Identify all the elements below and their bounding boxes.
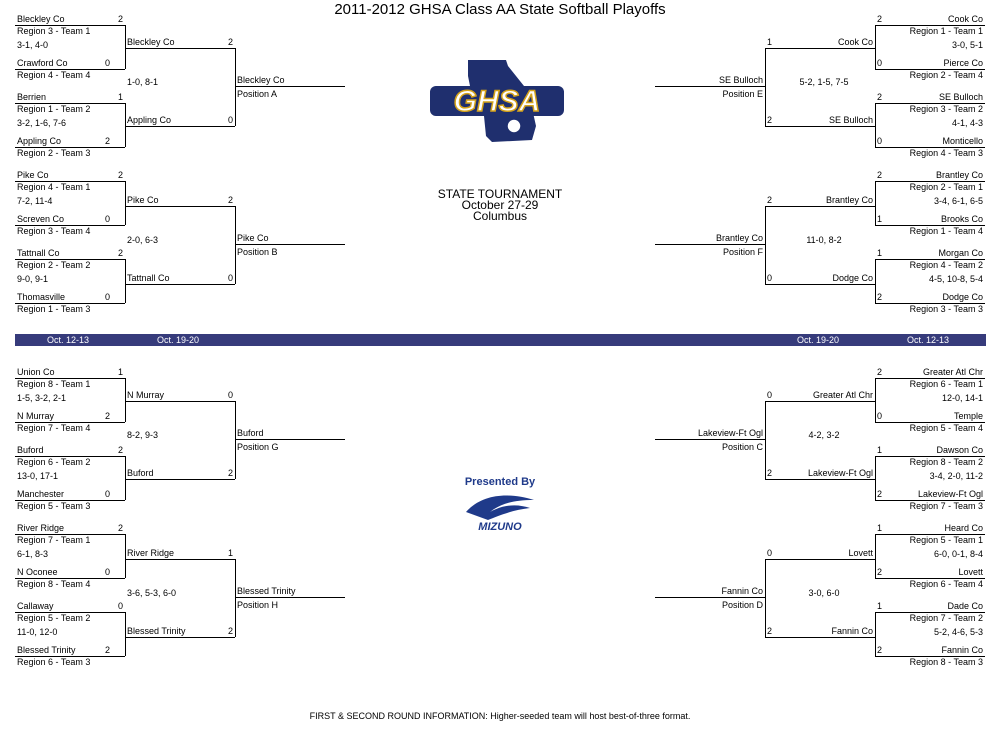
team-seed: Region 5 - Team 3 bbox=[17, 501, 91, 511]
bracket-line bbox=[125, 378, 126, 422]
band-date-right-1: Oct. 19-20 bbox=[797, 335, 840, 345]
match-result: 1-0, 8-1 bbox=[127, 77, 159, 87]
bracket-line bbox=[875, 378, 876, 422]
bracket-line bbox=[235, 401, 236, 479]
team-seed: Region 8 - Team 1 bbox=[17, 379, 91, 389]
match-result: 9-0, 9-1 bbox=[17, 274, 49, 284]
team-name: Thomasville bbox=[17, 292, 66, 302]
team-seed: Region 3 - Team 4 bbox=[17, 226, 91, 236]
team-seed: Region 2 - Team 4 bbox=[909, 70, 983, 80]
team-name: Bleckley Co bbox=[127, 37, 175, 47]
match-result: 5-2, 4-6, 5-3 bbox=[933, 627, 983, 637]
bracket-line bbox=[125, 559, 235, 560]
bracket-line bbox=[235, 439, 345, 440]
team-score: 0 bbox=[767, 273, 773, 283]
team-seed: Region 2 - Team 3 bbox=[17, 148, 91, 158]
team-score: 1 bbox=[767, 37, 773, 47]
team-name: Manchester bbox=[17, 489, 65, 499]
bracket-line bbox=[765, 559, 875, 560]
team-name: Union Co bbox=[17, 367, 55, 377]
bracket-line bbox=[765, 401, 875, 402]
team-score: 1 bbox=[117, 367, 123, 377]
bracket-line bbox=[125, 534, 126, 578]
team-name: River Ridge bbox=[17, 523, 65, 533]
match-result: 4-5, 10-8, 5-4 bbox=[928, 274, 983, 284]
match-result: 3-4, 6-1, 6-5 bbox=[933, 196, 983, 206]
team-name: N Murray bbox=[127, 390, 165, 400]
team-name: Pike Co bbox=[17, 170, 49, 180]
team-score: 2 bbox=[877, 645, 883, 655]
team-seed: Region 8 - Team 4 bbox=[17, 579, 91, 589]
team-name: Brooks Co bbox=[940, 214, 983, 224]
mizuno-logo bbox=[460, 490, 540, 534]
match-result: 11-0, 12-0 bbox=[17, 627, 58, 637]
logo-lettering: GHSA bbox=[453, 85, 541, 118]
team-score: 0 bbox=[117, 601, 123, 611]
team-name: Appling Co bbox=[17, 136, 62, 146]
advancing-team: Pike Co bbox=[237, 233, 269, 243]
team-seed: Region 5 - Team 1 bbox=[909, 535, 983, 545]
team-score: 1 bbox=[877, 214, 883, 224]
team-name: Dade Co bbox=[947, 601, 983, 611]
advancing-team: Fannin Co bbox=[721, 586, 763, 596]
bracket-line bbox=[125, 181, 126, 225]
bracket-line bbox=[655, 597, 765, 598]
bracket-position: Position E bbox=[722, 89, 763, 99]
bracket-line bbox=[875, 259, 876, 303]
team-seed: Region 1 - Team 1 bbox=[909, 26, 983, 36]
bracket-line bbox=[125, 259, 126, 303]
match-result: 1-5, 3-2, 2-1 bbox=[17, 393, 67, 403]
ghsa-logo bbox=[428, 56, 566, 146]
bracket-line bbox=[125, 48, 235, 49]
advancing-team: Brantley Co bbox=[715, 233, 763, 243]
team-name: Tattnall Co bbox=[17, 248, 60, 258]
team-seed: Region 3 - Team 2 bbox=[909, 104, 983, 114]
team-score: 2 bbox=[105, 136, 111, 146]
bracket-line bbox=[655, 439, 765, 440]
team-score: 0 bbox=[105, 292, 111, 302]
bracket-line bbox=[125, 284, 235, 285]
bracket-line bbox=[875, 181, 876, 225]
team-seed: Region 1 - Team 2 bbox=[17, 104, 91, 114]
team-name: Fannin Co bbox=[831, 626, 873, 636]
match-result: 13-0, 17-1 bbox=[17, 471, 59, 481]
team-seed: Region 4 - Team 2 bbox=[909, 260, 983, 270]
bracket-line bbox=[235, 244, 345, 245]
tournament-line-3: Columbus bbox=[472, 209, 528, 223]
team-name: N Murray bbox=[17, 411, 55, 421]
team-name: Bleckley Co bbox=[17, 14, 65, 24]
bracket-line bbox=[765, 401, 766, 479]
team-score: 0 bbox=[227, 273, 233, 283]
team-name: Pike Co bbox=[127, 195, 159, 205]
team-seed: Region 5 - Team 4 bbox=[909, 423, 983, 433]
team-name: Berrien bbox=[17, 92, 47, 102]
team-score: 2 bbox=[877, 92, 883, 102]
team-score: 0 bbox=[105, 58, 111, 68]
team-name: Dodge Co bbox=[942, 292, 983, 302]
team-score: 2 bbox=[117, 170, 123, 180]
team-score: 2 bbox=[105, 645, 111, 655]
bracket-position: Position A bbox=[237, 89, 278, 99]
bracket-line bbox=[875, 25, 876, 69]
mizuno-runbird-icon bbox=[466, 496, 534, 520]
mizuno-lettering: MIZUNO bbox=[478, 521, 522, 533]
bracket-position: Position H bbox=[237, 600, 279, 610]
team-score: 2 bbox=[877, 170, 883, 180]
team-seed: Region 2 - Team 2 bbox=[17, 260, 91, 270]
softball-icon bbox=[507, 119, 521, 133]
team-name: Fannin Co bbox=[941, 645, 983, 655]
bracket-line bbox=[655, 86, 765, 87]
advancing-team: Lakeview-Ft Ogl bbox=[697, 428, 763, 438]
team-seed: Region 7 - Team 3 bbox=[909, 501, 983, 511]
team-name: Heard Co bbox=[944, 523, 983, 533]
team-score: 2 bbox=[117, 523, 123, 533]
team-score: 0 bbox=[105, 489, 111, 499]
team-name: Cook Co bbox=[947, 14, 983, 24]
team-score: 2 bbox=[117, 445, 123, 455]
footer-note: FIRST & SECOND ROUND INFORMATION: Higher-seeded team will host best-of-three format. bbox=[309, 711, 691, 721]
team-name: Lovett bbox=[848, 548, 873, 558]
team-seed: Region 3 - Team 1 bbox=[17, 26, 91, 36]
bracket-line bbox=[875, 103, 876, 147]
bracket-line bbox=[125, 126, 235, 127]
team-seed: Region 7 - Team 2 bbox=[909, 613, 983, 623]
bracket-line bbox=[125, 206, 235, 207]
match-result: 2-0, 6-3 bbox=[127, 235, 159, 245]
team-seed: Region 2 - Team 1 bbox=[909, 182, 983, 192]
team-score: 1 bbox=[877, 248, 883, 258]
bracket-position: Position G bbox=[237, 442, 279, 452]
team-name: Greater Atl Chr bbox=[922, 367, 983, 377]
team-name: Temple bbox=[953, 411, 983, 421]
team-score: 2 bbox=[227, 37, 233, 47]
team-name: SE Bulloch bbox=[938, 92, 983, 102]
team-score: 2 bbox=[877, 489, 883, 499]
team-score: 1 bbox=[877, 523, 883, 533]
bracket-line bbox=[875, 534, 876, 578]
presented-by: Presented By bbox=[464, 476, 536, 488]
match-result: 3-0, 5-1 bbox=[951, 40, 983, 50]
match-result: 8-2, 9-3 bbox=[127, 430, 159, 440]
team-name: Dodge Co bbox=[832, 273, 873, 283]
team-name: River Ridge bbox=[127, 548, 175, 558]
team-seed: Region 6 - Team 2 bbox=[17, 457, 91, 467]
match-result: 4-2, 3-2 bbox=[808, 430, 840, 440]
team-name: Lakeview-Ft Ogl bbox=[807, 468, 873, 478]
team-seed: Region 3 - Team 3 bbox=[909, 304, 983, 314]
match-result: 6-0, 0-1, 8-4 bbox=[933, 549, 983, 559]
team-seed: Region 7 - Team 4 bbox=[17, 423, 91, 433]
team-score: 2 bbox=[117, 248, 123, 258]
team-score: 0 bbox=[767, 548, 773, 558]
team-score: 2 bbox=[877, 14, 883, 24]
bracket-line bbox=[235, 48, 236, 126]
page-title: 2011-2012 GHSA Class AA State Softball Playoffs bbox=[334, 1, 666, 18]
bracket-line bbox=[125, 612, 126, 656]
team-name: Dawson Co bbox=[936, 445, 983, 455]
tournament-info bbox=[400, 189, 600, 222]
team-score: 2 bbox=[227, 195, 233, 205]
team-name: Lovett bbox=[958, 567, 983, 577]
team-score: 0 bbox=[105, 567, 111, 577]
bracket-position: Position B bbox=[237, 247, 278, 257]
team-name: Buford bbox=[17, 445, 44, 455]
bracket-line bbox=[235, 559, 236, 637]
advancing-team: Bleckley Co bbox=[237, 75, 285, 85]
bracket-line bbox=[235, 597, 345, 598]
bracket-line bbox=[235, 86, 345, 87]
team-score: 2 bbox=[877, 567, 883, 577]
team-score: 0 bbox=[877, 136, 883, 146]
bracket-line bbox=[765, 206, 875, 207]
team-score: 1 bbox=[877, 601, 883, 611]
team-name: SE Bulloch bbox=[828, 115, 873, 125]
bracket-position: Position F bbox=[722, 247, 763, 257]
team-name: N Oconee bbox=[17, 567, 58, 577]
team-name: Callaway bbox=[17, 601, 54, 611]
bracket-line bbox=[875, 456, 876, 500]
team-score: 2 bbox=[767, 115, 773, 125]
bracket-line bbox=[125, 456, 126, 500]
team-name: Blessed Trinity bbox=[127, 626, 186, 636]
bracket-line bbox=[765, 126, 875, 127]
team-name: Screven Co bbox=[17, 214, 65, 224]
bracket-line bbox=[875, 612, 876, 656]
team-score: 2 bbox=[767, 195, 773, 205]
band-date-right-2: Oct. 12-13 bbox=[907, 335, 950, 345]
team-seed: Region 4 - Team 3 bbox=[909, 148, 983, 158]
team-seed: Region 6 - Team 3 bbox=[17, 657, 91, 667]
match-result: 3-0, 6-0 bbox=[808, 588, 840, 598]
team-score: 2 bbox=[767, 626, 773, 636]
team-score: 2 bbox=[877, 367, 883, 377]
team-name: Crawford Co bbox=[17, 58, 68, 68]
team-seed: Region 1 - Team 3 bbox=[17, 304, 91, 314]
team-seed: Region 5 - Team 2 bbox=[17, 613, 91, 623]
team-seed: Region 7 - Team 1 bbox=[17, 535, 91, 545]
team-name: Pierce Co bbox=[943, 58, 983, 68]
bracket-line bbox=[125, 637, 235, 638]
match-result: 12-0, 14-1 bbox=[941, 393, 983, 403]
bracket-line bbox=[125, 25, 126, 69]
match-result: 4-1, 4-3 bbox=[951, 118, 983, 128]
tournament-line-2: October 27-29 bbox=[461, 198, 539, 212]
team-score: 1 bbox=[227, 548, 233, 558]
team-score: 2 bbox=[877, 292, 883, 302]
team-seed: Region 1 - Team 4 bbox=[909, 226, 983, 236]
match-result: 3-2, 1-6, 7-6 bbox=[17, 118, 67, 128]
bracket-line bbox=[655, 244, 765, 245]
bracket-line bbox=[765, 48, 875, 49]
match-result: 6-1, 8-3 bbox=[17, 549, 49, 559]
team-score: 1 bbox=[117, 92, 123, 102]
team-name: Morgan Co bbox=[938, 248, 983, 258]
match-result: 5-2, 1-5, 7-5 bbox=[799, 77, 849, 87]
team-score: 0 bbox=[877, 58, 883, 68]
team-score: 2 bbox=[227, 468, 233, 478]
bracket-line bbox=[765, 559, 766, 637]
team-score: 0 bbox=[105, 214, 111, 224]
team-score: 2 bbox=[117, 14, 123, 24]
bracket-line bbox=[235, 206, 236, 284]
bracket-line bbox=[765, 637, 875, 638]
match-result: 3-1, 4-0 bbox=[17, 40, 49, 50]
team-name: Brantley Co bbox=[825, 195, 873, 205]
team-name: Buford bbox=[127, 468, 154, 478]
team-name: Lakeview-Ft Ogl bbox=[917, 489, 983, 499]
tournament-line-1: STATE TOURNAMENT bbox=[437, 187, 563, 201]
team-score: 2 bbox=[767, 468, 773, 478]
bracket-line bbox=[765, 479, 875, 480]
bracket-position: Position D bbox=[721, 600, 763, 610]
advancing-team: Blessed Trinity bbox=[237, 586, 296, 596]
match-result: 3-6, 5-3, 6-0 bbox=[127, 588, 177, 598]
team-score: 2 bbox=[105, 411, 111, 421]
match-result: 7-2, 11-4 bbox=[17, 196, 53, 206]
team-score: 0 bbox=[767, 390, 773, 400]
team-score: 0 bbox=[227, 115, 233, 125]
team-name: Blessed Trinity bbox=[17, 645, 76, 655]
match-result: 11-0, 8-2 bbox=[806, 235, 842, 245]
team-seed: Region 8 - Team 2 bbox=[909, 457, 983, 467]
bracket-line bbox=[125, 401, 235, 402]
team-seed: Region 4 - Team 1 bbox=[17, 182, 91, 192]
team-seed: Region 6 - Team 1 bbox=[909, 379, 983, 389]
team-name: Monticello bbox=[942, 136, 983, 146]
team-seed: Region 6 - Team 4 bbox=[909, 579, 983, 589]
team-score: 0 bbox=[227, 390, 233, 400]
team-seed: Region 8 - Team 3 bbox=[909, 657, 983, 667]
bracket-line bbox=[765, 284, 875, 285]
date-band bbox=[15, 334, 986, 346]
band-date-left-1: Oct. 12-13 bbox=[47, 335, 90, 345]
bracket-line bbox=[125, 479, 235, 480]
team-name: Greater Atl Chr bbox=[812, 390, 873, 400]
bracket-position: Position C bbox=[721, 442, 763, 452]
team-seed: Region 4 - Team 4 bbox=[17, 70, 91, 80]
advancing-team: SE Bulloch bbox=[718, 75, 763, 85]
team-name: Tattnall Co bbox=[127, 273, 170, 283]
team-name: Appling Co bbox=[127, 115, 172, 125]
bracket-line bbox=[765, 48, 766, 126]
match-result: 3-4, 2-0, 11-2 bbox=[929, 471, 983, 481]
team-score: 1 bbox=[877, 445, 883, 455]
team-score: 0 bbox=[877, 411, 883, 421]
advancing-team: Buford bbox=[237, 428, 264, 438]
band-date-left-2: Oct. 19-20 bbox=[157, 335, 200, 345]
team-name: Cook Co bbox=[837, 37, 873, 47]
team-name: Brantley Co bbox=[935, 170, 983, 180]
bracket-line bbox=[125, 103, 126, 147]
bracket-line bbox=[765, 206, 766, 284]
team-score: 2 bbox=[227, 626, 233, 636]
